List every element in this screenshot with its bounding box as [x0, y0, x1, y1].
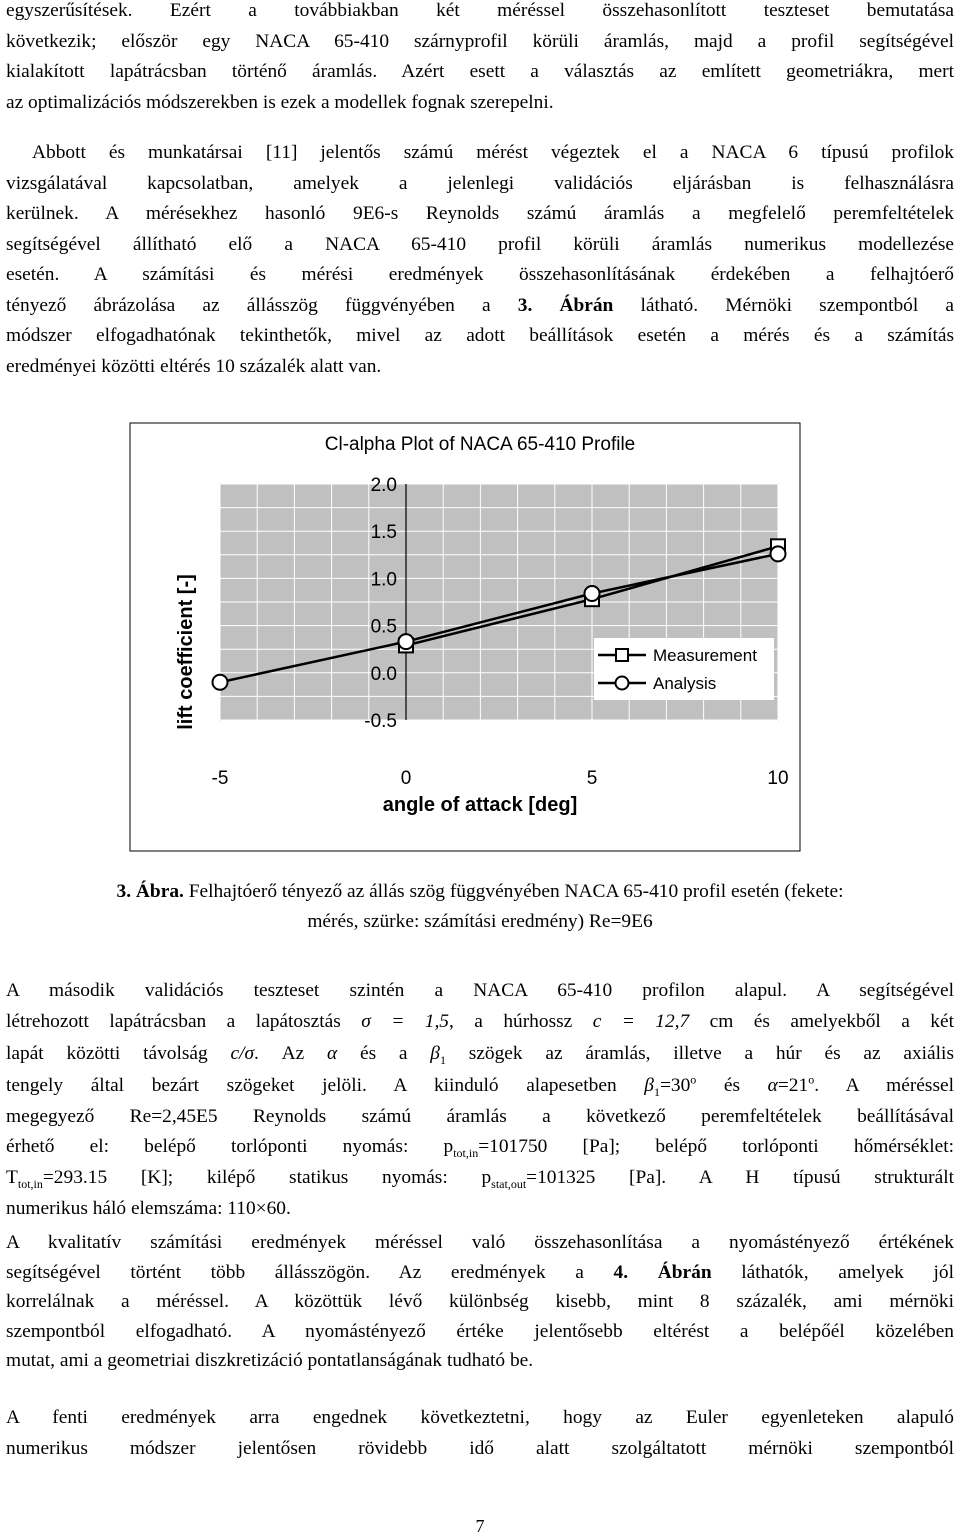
data-point-analysis — [585, 586, 600, 601]
text-line: A fenti eredmények arra engednek következtetni, hogy az Euler egyenleteken alapuló — [6, 1407, 954, 1428]
figure-reference: 4. Ábrán — [613, 1261, 712, 1283]
y-axis-label: lift coefficient [-] — [175, 574, 197, 730]
text-line: megegyező Re=2,45E5 Reynolds számú áramlás a következő peremfeltételek beállításával — [6, 1105, 954, 1127]
chord-value: c = 12,7 — [592, 1010, 690, 1032]
text-line: tényező ábrázolása az állásszög függvényében a 3. Ábrán látható. Mérnöki szempontból a — [6, 294, 954, 316]
x-axis-label: angle of attack [deg] — [382, 794, 578, 816]
caption-text-2: mérés, szürke: számítási eredmény) Re=9E6 — [307, 911, 653, 932]
text-line: egyszerűsítések. Ezért a továbbiakban két méréssel összehasonlított teszteset bemutatása — [6, 0, 954, 21]
text-line: kialakított lapátrácsban történő áramlás. Azért esett a választás az említett geometriákra, mert — [6, 61, 954, 82]
ratio-symbol: c/σ — [230, 1042, 255, 1064]
x-tick-label: 10 — [767, 768, 789, 789]
data-point-analysis — [213, 675, 228, 690]
caption-label: 3. Ábra. — [116, 881, 184, 902]
text-line: A kvalitatív számítási eredmények méréssel való összehasonlítása a nyomástényező értékének — [6, 1232, 954, 1253]
text-line: korrelálnak a méréssel. A közöttük lévő különbség kisebb, mint 8 százalék, ami mérnöki — [6, 1291, 954, 1312]
text-line: kerülnek. A mérésekhez hasonló 9E6-s Reynolds számú áramlás a megfelelő peremfeltételek — [6, 203, 954, 224]
text-line: vizsgálatával kapcsolatban, amelyek a jelenlegi validációs eljárásban is felhasználásra — [6, 172, 954, 194]
page-number: 7 — [475, 1516, 485, 1536]
legend-label: Analysis — [653, 674, 717, 693]
text-line: érhető el: belépő torlóponti nyomás: $p_{tot,in}=101750$ [Pa]; belépő torlóponti hőmérséklet: — [6, 1136, 954, 1161]
text-line: létrehozott lapátrácsban a lapátosztás σ = 1,5, a húrhossz c = 12,7 cm és amelyekből a két — [6, 1010, 954, 1032]
text-line: numerikus módszer jelentősen rövidebb idő alatt szolgáltatott mérnöki szempontból — [6, 1437, 954, 1459]
text-line: mutat, ami a geometriai diszkretizáció pontatlanságának tudható be. — [6, 1350, 534, 1371]
data-point-analysis — [771, 546, 786, 561]
text-line: segítségével történt több állásszögön. Az eredmények a 4. Ábrán láthatók, amelyek jól — [6, 1261, 954, 1283]
y-tick-label: 0.0 — [370, 663, 397, 685]
text-line: következik; először egy NACA 65-410 szárnyprofil körüli áramlás, majd a profil segítségével — [6, 30, 954, 52]
text-line: $T_{tot,in}=293.15$ [K]; kilépő statikus nyomás: $p_{stat,out}=101325$ [Pa]. A H típusú strukturált — [6, 1167, 954, 1192]
conclusion-paragraph — [6, 1403, 954, 1464]
text-line: numerikus háló elemszáma: 110×60. — [6, 1197, 291, 1219]
pressure-paragraph — [6, 1228, 954, 1376]
figure-caption — [0, 877, 960, 937]
y-tick-label: 0.5 — [370, 616, 397, 638]
beta-symbol: β — [430, 1042, 440, 1064]
text-line: tengely által bezárt szögeket jelöli. A kiinduló alapesetben $\beta_1=30^o$ és $\alpha=21^o$. A méréssel — [6, 1072, 954, 1099]
y-tick-label: 2.0 — [370, 475, 397, 496]
text-line: Abbott és munkatársai [11] jelentős számú mérést végeztek el a NACA 6 típusú profilok — [32, 142, 954, 163]
x-tick-label: 5 — [586, 768, 598, 789]
cascade-paragraph — [6, 976, 954, 1225]
y-tick-label: 1.5 — [370, 522, 397, 544]
text-line: esetén. A számítási és mérési eredmények összehasonlításának érdekében a felhajtóerő — [6, 264, 954, 285]
figure-reference: 3. Ábrán — [517, 294, 614, 316]
caption-text-1: Felhajtóerő tényező az állás szög függvényében NACA 65-410 profil esetén (fekete: — [183, 881, 844, 902]
text-line: eredményei közötti eltérés 10 százalék alatt van. — [6, 355, 382, 377]
legend-label: Measurement — [653, 646, 757, 665]
data-point-analysis — [399, 634, 414, 649]
y-tick-label: -0.5 — [364, 711, 397, 732]
legend-marker — [616, 649, 628, 661]
text-line: A második validációs teszteset szintén a NACA 65-410 profilon alapul. A segítségével — [6, 980, 954, 1001]
pitch-value: σ = 1,5 — [361, 1010, 449, 1032]
text-line: lapát közötti távolság c/σ. Az α és a $\beta_1$ szögek az áramlás, illetve a húr és az axiális — [6, 1042, 954, 1067]
x-tick-label: 0 — [400, 768, 412, 789]
text-line: segítségével állítható elő a NACA 65-410 profil körüli áramlás numerikus modellezése — [6, 233, 954, 255]
y-tick-label: 1.0 — [370, 569, 397, 591]
text-line: szempontból elfogadható. A nyomástényező értéke jelentősebb eltérést a belépőél közelében — [6, 1320, 954, 1342]
text-line: az optimalizációs módszerekben is ezek a modellek fognak szerepelni. — [6, 91, 554, 113]
legend-marker — [616, 677, 629, 690]
x-tick-label: -5 — [211, 768, 229, 789]
alpha-symbol: α — [327, 1042, 338, 1064]
chart-title: Cl-alpha Plot of NACA 65-410 Profile — [324, 434, 636, 455]
text-line: módszer elfogadhatónak tekinthetők, mivel az adott beállítások esetén a mérés és a számítás — [6, 325, 954, 346]
